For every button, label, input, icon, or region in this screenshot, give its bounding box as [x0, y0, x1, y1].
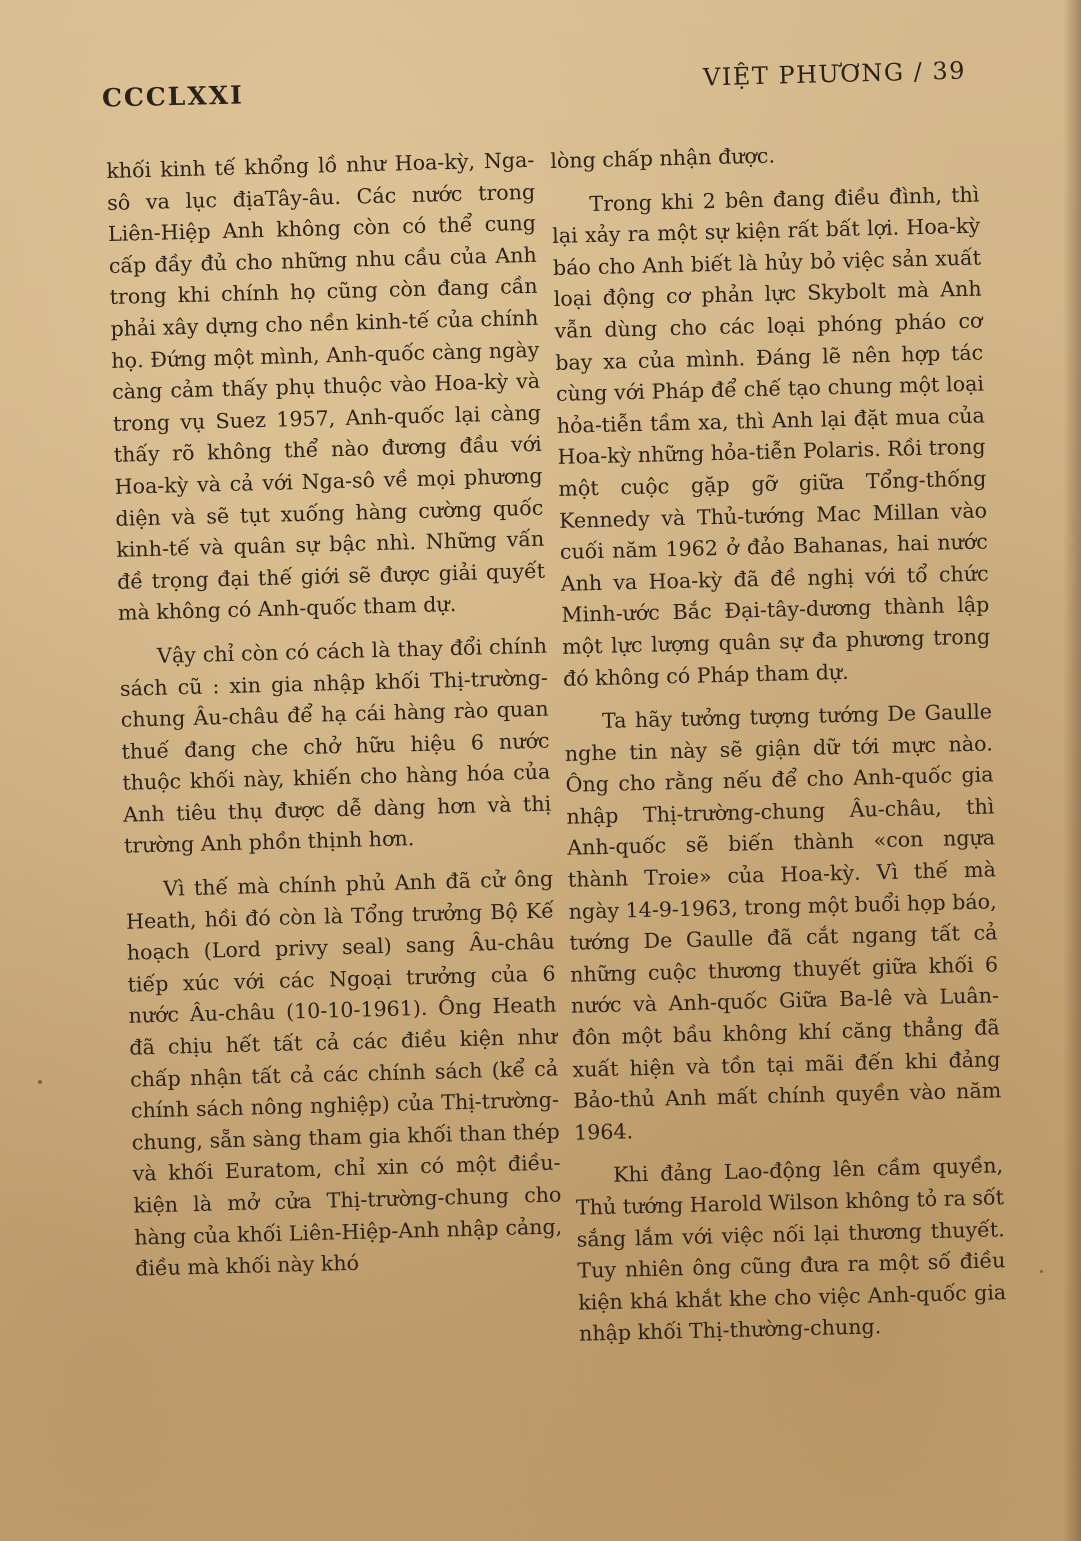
paragraph: lòng chấp nhận được. [550, 143, 776, 173]
paragraph: khối kinh tế khổng lồ như Hoa-kỳ, Nga-sô va lục địaTây-âu. Các nước trong Liên-Hiệp Anh không còn có thể cung cấp đầy đủ cho những nhu cầu của Anh trong khi chính họ cũng còn đang cần phải xây dựng cho nền kinh-tế của chính họ. Đứng một mình, Anh-quốc càng ngày càng cảm thấy phụ thuộc vào Hoa-kỳ và trong vụ Suez 1957, Anh-quốc lại càng thấy rõ không thể nào đương đầu với Hoa-kỳ và cả với Nga-sô về mọi phương diện và sẽ tụt xuống hàng cường quốc kinh-tế và quân sự bậc nhì. Những vấn đề trọng đại thế giới sẽ được giải quyết mà không có Anh-quốc tham dự. [106, 147, 546, 626]
paper-speck [1040, 1270, 1043, 1273]
paragraph: Vì thế mà chính phủ Anh đã cử ông Heath, hồi đó còn là Tổng trưởng Bộ Kế hoạch (Lord privy seal) sang Âu-châu tiếp xúc với các Ngoại trưởng của 6 nước Âu-châu (10-10-1961). Ông Heath đã chịu hết tất cả các điều kiện như chấp nhận tất cả các chính sách (kể cả chính sách nông nghiệp) của Thị-trường-chung, sẵn sàng tham gia khối than thép và khối Euratom, chỉ xin có một điều-kiện là mở cửa Thị-trường-chung cho hàng của khối Liên-Hiệp-Anh nhập cảng, điều mà khối này khó [125, 866, 563, 1281]
page-edge-shadow [1063, 0, 1081, 1541]
right-text-column [550, 136, 1008, 1363]
paragraph: Khi đảng Lao-động lên cầm quyền, Thủ tướng Harold Wilson không tỏ ra sốt sắng lắm với việc nối lại thương thuyết. Tuy nhiên ông cũng đưa ra một số điều kiện khá khắt khe cho việc Anh-quốc gia nhập khối Thị-thường-chung. [575, 1153, 1007, 1347]
paragraph: Trong khi 2 bên đang điều đình, thì lại xảy ra một sự kiện rất bất lợi. Hoa-kỳ báo cho Anh biết là hủy bỏ việc sản xuất loại động cơ phản lực Skybolt mà Anh vẫn dùng cho các loại phóng pháo cơ bay xa của mình. Đáng lẽ nên hợp tác cùng với Pháp để chế tạo chung một loại hỏa-tiễn tầm xa, thì Anh lại đặt mua của Hoa-kỳ những hỏa-tiễn Polaris. Rồi trong một cuộc gặp gỡ giữa Tổng-thống Kennedy và Thủ-tướng Mac Millan vào cuối năm 1962 ở đảo Bahanas, hai nước Anh va Hoa-kỳ đã đề nghị với tổ chức Minh-ước Bắc Đại-tây-dương thành lập một lực lượng quân sự đa phương trong đó không có Pháp tham dự. [551, 182, 991, 691]
page-running-header: VIỆT PHƯƠNG / 39 [702, 56, 967, 92]
paper-speck [38, 1080, 42, 1084]
paragraph: Ta hãy tưởng tượng tướng De Gaulle nghe tin này sẽ giận dữ tới mực nào. Ông cho rằng nếu để cho Anh-quốc gia nhập Thị-trường-chung Âu-châu, thì Anh-quốc sẽ biến thành «con ngựa thành Troie» của Hoa-kỳ. Vì thế mà ngày 14-9-1963, trong một buổi họp báo, tướng De Gaulle đã cắt ngang tất cả những cuộc thương thuyết giữa khối 6 nước và Anh-quốc Giữa Ba-lê và Luân-đôn một bầu không khí căng thẳng đã xuất hiện và tồn tại mãi đến khi đảng Bảo-thủ Anh mất chính quyền vào năm 1964. [564, 699, 1002, 1145]
page-section-number: CCCLXXI [101, 80, 245, 113]
left-text-column [106, 145, 564, 1298]
paragraph: Vậy chỉ còn có cách là thay đổi chính sách cũ : xin gia nhập khối Thị-trường-chung Âu-châu để hạ cái hàng rào quan thuế đang che chở hữu hiệu 6 nước thuộc khối này, khiến cho hàng hóa của Anh tiêu thụ được dễ dàng hơn và thị trường Anh phồn thịnh hơn. [119, 633, 552, 859]
